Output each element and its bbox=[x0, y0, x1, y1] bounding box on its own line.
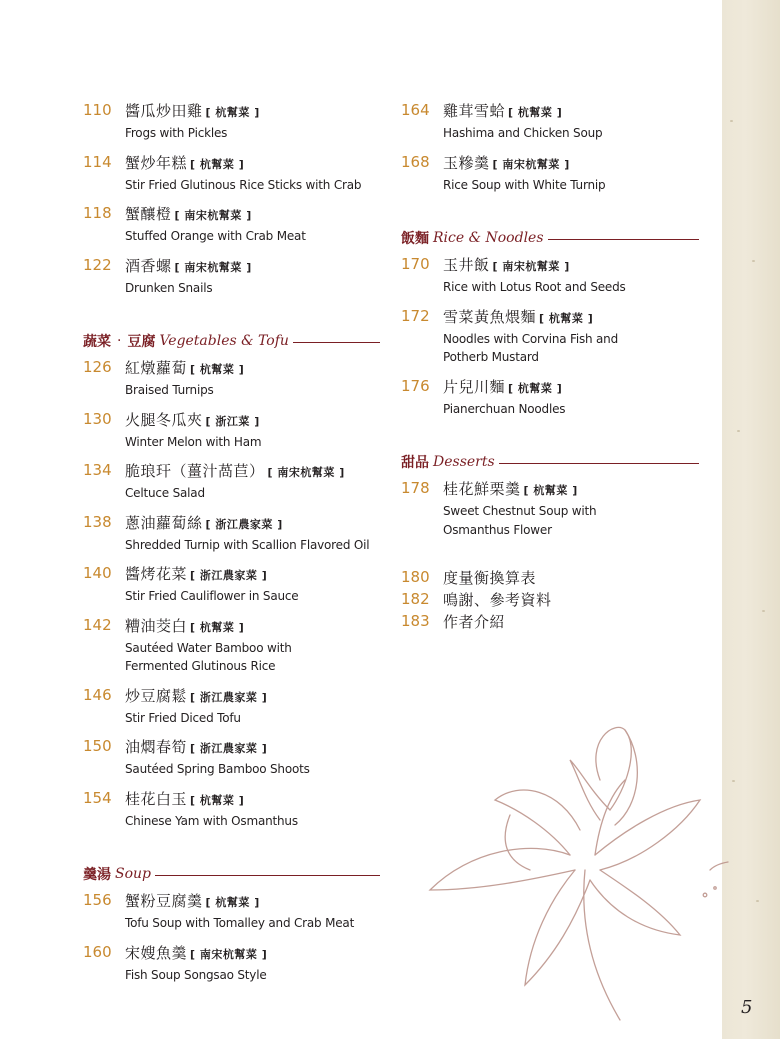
cuisine-tag: [ 杭幫菜 ] bbox=[508, 106, 563, 119]
section-title-english: Vegetables & Tofu bbox=[159, 333, 289, 349]
dish-name-chinese: 雞茸雪蛤 [ 杭幫菜 ] bbox=[443, 102, 563, 120]
lotus-flower-sketch bbox=[410, 720, 730, 1040]
section-heading bbox=[83, 863, 380, 885]
menu-entry bbox=[401, 254, 699, 297]
menu-entry bbox=[83, 563, 380, 606]
cuisine-tag: [ 浙江菜 ] bbox=[205, 414, 260, 428]
section-title-english: Desserts bbox=[433, 454, 495, 470]
dish-name-english: Fish Soup Songsao Style bbox=[125, 967, 267, 982]
dish-name-english: Stir Fried Diced Tofu bbox=[125, 710, 241, 725]
dish-name-chinese: 宋嫂魚羹 [ 南宋杭幫菜 ] bbox=[125, 943, 268, 962]
menu-entry bbox=[401, 478, 699, 539]
recipe-page-number: 118 bbox=[83, 204, 112, 222]
appendix-page-number: 182 bbox=[401, 590, 430, 608]
menu-entry bbox=[401, 306, 699, 367]
section-title-chinese: 羹湯 bbox=[83, 867, 111, 883]
section-rule bbox=[499, 463, 699, 464]
recipe-page-number: 126 bbox=[83, 358, 112, 376]
menu-entry bbox=[83, 255, 380, 298]
recipe-page-number: 150 bbox=[83, 737, 112, 755]
section-title-english: Soup bbox=[115, 866, 151, 882]
dish-name-chinese: 玉糝羹 [ 南宋杭幫菜 ] bbox=[443, 153, 570, 172]
dish-name-chinese: 酒香螺 [ 南宋杭幫菜 ] bbox=[125, 256, 252, 275]
recipe-page-number: 110 bbox=[83, 101, 112, 119]
dish-name-english: Noodles with Corvina Fish and Potherb Mustard bbox=[443, 331, 619, 364]
dish-name-english: Stir Fried Glutinous Rice Sticks with Crab bbox=[125, 177, 362, 192]
section-rule bbox=[155, 875, 380, 876]
dish-name-chinese: 炒豆腐鬆 [ 浙江農家菜 ] bbox=[125, 686, 268, 705]
dish-name-english: Celtuce Salad bbox=[125, 486, 205, 500]
appendix-item bbox=[401, 567, 552, 589]
appendix-item bbox=[401, 589, 552, 611]
dish-name-chinese: 油燜春筍 [ 浙江農家菜 ] bbox=[125, 738, 268, 756]
dish-name-english: Chinese Yam with Osmanthus bbox=[125, 813, 298, 828]
menu-entry bbox=[83, 100, 380, 143]
section-heading bbox=[401, 227, 699, 249]
recipe-page-number: 130 bbox=[83, 409, 112, 428]
recipe-page-number: 176 bbox=[401, 376, 430, 395]
cuisine-tag: [ 浙江農家菜 ] bbox=[190, 742, 268, 755]
menu-entry bbox=[83, 512, 380, 555]
section-title-english: Rice & Noodles bbox=[433, 230, 544, 246]
separator-dot: · bbox=[117, 333, 122, 349]
left-column bbox=[83, 100, 380, 984]
dish-name-english: Sautéed Spring Bamboo Shoots bbox=[125, 762, 310, 776]
paper-texture-edge bbox=[722, 0, 780, 1039]
dish-name-english: Shredded Turnip with Scallion Flavored Oil bbox=[125, 537, 370, 552]
cuisine-tag: [ 杭幫菜 ] bbox=[190, 793, 245, 807]
cuisine-tag: [ 杭幫菜 ] bbox=[190, 363, 245, 376]
dish-name-chinese: 桂花鮮栗羹 [ 杭幫菜 ] bbox=[443, 480, 578, 498]
dish-name-english: Rice Soup with White Turnip bbox=[443, 177, 606, 192]
dish-name-english: Sweet Chestnut Soup with Osmanthus Flower bbox=[443, 504, 597, 537]
section-heading bbox=[83, 330, 380, 352]
dish-name-chinese: 醬瓜炒田雞 [ 杭幫菜 ] bbox=[125, 102, 260, 120]
cuisine-tag: [ 南宋杭幫菜 ] bbox=[492, 157, 570, 171]
dish-name-chinese: 糟油茭白 [ 杭幫菜 ] bbox=[125, 616, 245, 635]
cuisine-tag: [ 杭幫菜 ] bbox=[539, 311, 594, 325]
cuisine-tag: [ 南宋杭幫菜 ] bbox=[174, 209, 252, 222]
dish-name-chinese: 蟹粉豆腐羹 [ 杭幫菜 ] bbox=[125, 892, 260, 910]
menu-entry bbox=[83, 615, 380, 676]
section-heading bbox=[401, 451, 699, 473]
recipe-page-number: 164 bbox=[401, 101, 430, 119]
dish-name-chinese: 脆琅玕（薑汁萵苣） [ 南宋杭幫菜 ] bbox=[125, 462, 345, 480]
dish-name-english: Tofu Soup with Tomalley and Crab Meat bbox=[125, 916, 355, 930]
dish-name-english: Drunken Snails bbox=[125, 280, 213, 295]
appendix-title: 作者介紹 bbox=[443, 613, 506, 631]
menu-entry bbox=[401, 376, 699, 419]
dish-name-english: Frogs with Pickles bbox=[125, 126, 228, 140]
cuisine-tag: [ 浙江農家菜 ] bbox=[205, 517, 283, 531]
dish-name-english: Sautéed Water Bamboo with Fermented Glutinous Rice bbox=[125, 640, 292, 673]
appendix-list bbox=[401, 567, 552, 633]
menu-entry bbox=[83, 942, 380, 985]
dish-name-english: Stuffed Orange with Crab Meat bbox=[125, 229, 306, 243]
recipe-page-number: 142 bbox=[83, 615, 112, 634]
dish-name-english: Hashima and Chicken Soup bbox=[443, 126, 603, 140]
recipe-page-number: 134 bbox=[83, 461, 112, 479]
recipe-page-number: 140 bbox=[83, 564, 112, 582]
dish-name-chinese: 醬烤花菜 [ 浙江農家菜 ] bbox=[125, 565, 268, 583]
appendix-title: 鳴謝、參考資料 bbox=[443, 591, 552, 609]
recipe-page-number: 154 bbox=[83, 788, 112, 807]
cuisine-tag: [ 南宋杭幫菜 ] bbox=[174, 260, 252, 274]
section-title-chinese: 飯麵 bbox=[401, 231, 429, 247]
dish-name-english: Stir Fried Cauliflower in Sauce bbox=[125, 589, 299, 603]
page-number: 5 bbox=[741, 997, 753, 1018]
cuisine-tag: [ 南宋杭幫菜 ] bbox=[190, 947, 268, 961]
cuisine-tag: [ 杭幫菜 ] bbox=[190, 157, 245, 171]
section-title-chinese-2: 豆腐 bbox=[127, 334, 156, 350]
menu-entry bbox=[401, 152, 699, 195]
dish-name-chinese: 紅燉蘿蔔 [ 杭幫菜 ] bbox=[125, 359, 245, 377]
recipe-page-number: 156 bbox=[83, 891, 112, 909]
menu-entry bbox=[83, 685, 380, 728]
menu-entry bbox=[83, 736, 380, 779]
menu-entry bbox=[83, 203, 380, 246]
dish-name-chinese: 片兒川麵 [ 杭幫菜 ] bbox=[443, 377, 563, 396]
cuisine-tag: [ 杭幫菜 ] bbox=[205, 106, 260, 119]
recipe-page-number: 146 bbox=[83, 685, 112, 704]
section-title-chinese: 甜品 bbox=[401, 455, 429, 471]
dish-name-chinese: 蔥油蘿蔔絲 [ 浙江農家菜 ] bbox=[125, 513, 283, 532]
dish-name-english: Rice with Lotus Root and Seeds bbox=[443, 280, 626, 294]
dish-name-chinese: 火腿冬瓜夾 [ 浙江菜 ] bbox=[125, 410, 260, 429]
dish-name-chinese: 蟹釀橙 [ 南宋杭幫菜 ] bbox=[125, 205, 252, 223]
recipe-page-number: 172 bbox=[401, 306, 430, 325]
dish-name-chinese: 玉井飯 [ 南宋杭幫菜 ] bbox=[443, 256, 570, 274]
right-column bbox=[401, 100, 699, 539]
recipe-page-number: 138 bbox=[83, 512, 112, 531]
menu-entry bbox=[83, 788, 380, 831]
menu-entry bbox=[83, 460, 380, 503]
menu-entry bbox=[83, 890, 380, 933]
cuisine-tag: [ 浙江農家菜 ] bbox=[190, 569, 268, 582]
recipe-page-number: 168 bbox=[401, 152, 430, 171]
section-rule bbox=[293, 342, 380, 343]
section-title-chinese: 蔬菜 bbox=[83, 334, 111, 350]
recipe-page-number: 178 bbox=[401, 479, 430, 497]
menu-entry bbox=[401, 100, 699, 143]
menu-entry bbox=[83, 409, 380, 452]
appendix-page-number: 180 bbox=[401, 568, 430, 586]
menu-entry bbox=[83, 357, 380, 400]
cuisine-tag: [ 南宋杭幫菜 ] bbox=[267, 466, 345, 479]
recipe-page-number: 160 bbox=[83, 942, 112, 961]
cuisine-tag: [ 南宋杭幫菜 ] bbox=[492, 260, 570, 273]
cuisine-tag: [ 杭幫菜 ] bbox=[205, 896, 260, 909]
menu-entry bbox=[83, 152, 380, 195]
recipe-page-number: 170 bbox=[401, 255, 430, 273]
cuisine-tag: [ 浙江農家菜 ] bbox=[190, 690, 268, 704]
recipe-page-number: 122 bbox=[83, 255, 112, 274]
dish-name-chinese: 桂花白玉 [ 杭幫菜 ] bbox=[125, 789, 245, 808]
appendix-item bbox=[401, 611, 552, 633]
dish-name-english: Pianerchuan Noodles bbox=[443, 401, 566, 416]
section-rule bbox=[548, 239, 699, 240]
cuisine-tag: [ 杭幫菜 ] bbox=[190, 620, 245, 634]
dish-name-english: Winter Melon with Ham bbox=[125, 434, 262, 449]
cuisine-tag: [ 杭幫菜 ] bbox=[508, 381, 563, 395]
appendix-title: 度量衡換算表 bbox=[443, 569, 537, 587]
appendix-page-number: 183 bbox=[401, 612, 430, 630]
dish-name-chinese: 雪菜黃魚煨麵 [ 杭幫菜 ] bbox=[443, 307, 594, 326]
dish-name-chinese: 蟹炒年糕 [ 杭幫菜 ] bbox=[125, 153, 245, 172]
dish-name-english: Braised Turnips bbox=[125, 383, 214, 397]
recipe-page-number: 114 bbox=[83, 152, 112, 171]
cuisine-tag: [ 杭幫菜 ] bbox=[523, 484, 578, 497]
